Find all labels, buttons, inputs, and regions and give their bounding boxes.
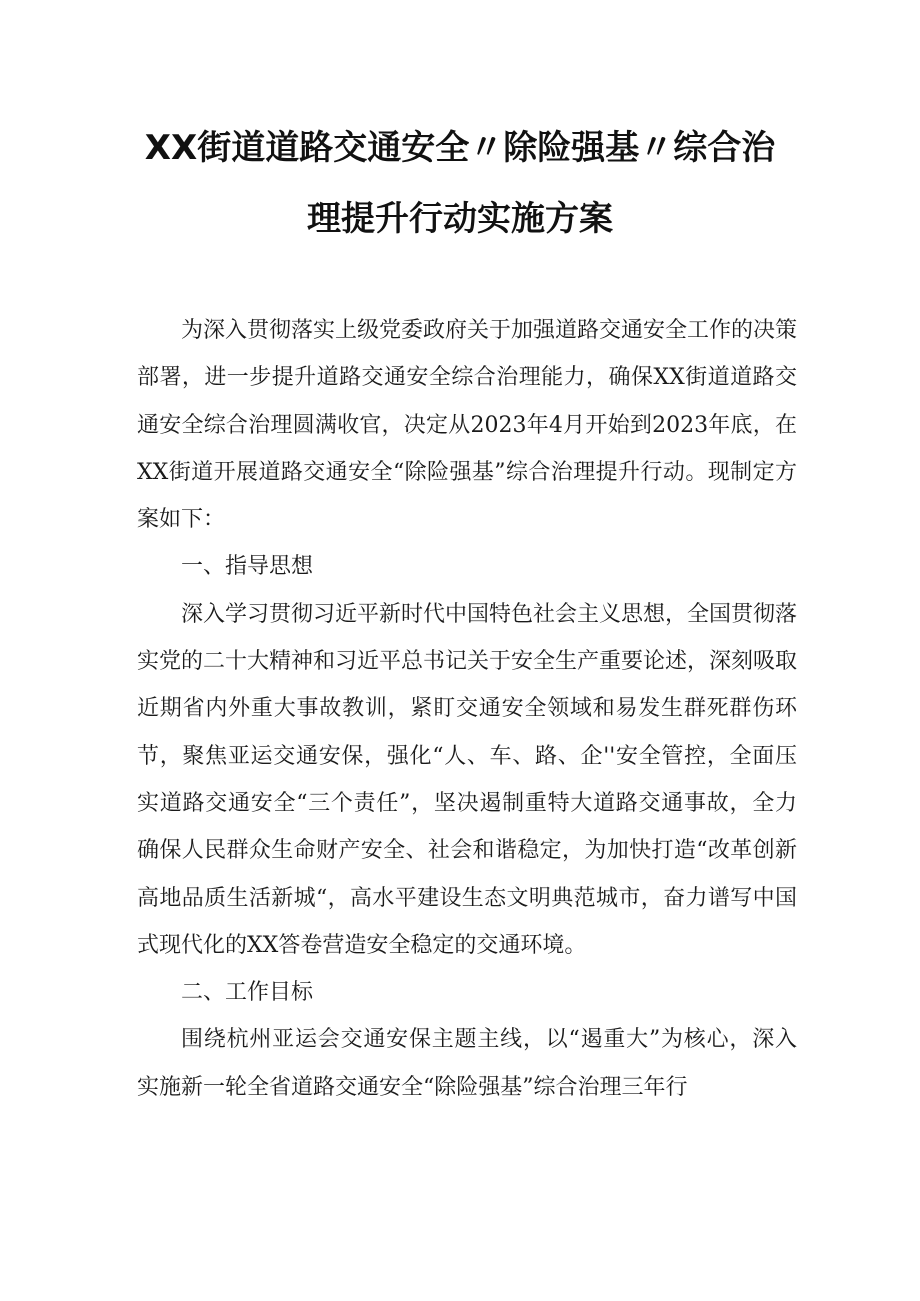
document-title-line-1: XX街道道路交通安全〃除险强基〃综合治 <box>144 128 776 168</box>
section-heading-guiding-ideology: 一、指导思想 <box>181 554 314 580</box>
document-body <box>137 307 797 1111</box>
intro-paragraph: 为深入贯彻落实上级党委政府关于加强道路交通安全工作的决策部署，进一步提升道路交通安全综合治理能力，确保XX街道道路交通安全综合治理圆满收官，决定从2023年4月开始到2023年底，在XX街道开展道路交通安全“除险强基”综合治理提升行动。现制定方案如下： <box>137 318 798 533</box>
document-title-line-2: 理提升行动实施方案 <box>307 199 613 239</box>
guiding-ideology-paragraph: 深入学习贯彻习近平新时代中国特色社会主义思想，全国贯彻落实党的二十大精神和习近平总书记关于安全生产重要论述，深刻吸取近期省内外重大事故教训，紧盯交通安全领域和易发生群死群伤环节，聚焦亚运交通安保，强化“人、车、路、企''安全管控，全面压实道路交通安全“三个责任”，坚决遏制重特大道路交通事故，全力确保人民群众生命财产安全、社会和谐稳定，为加快打造“改革创新高地品质生活新城“，高水平建设生态文明典范城市，奋力谱写中国式现代化的XX答卷营造安全稳定的交通环境。 <box>137 601 798 958</box>
work-goals-paragraph: 围绕杭州亚运会交通安保主题主线，以“遏重大”为核心，深入实施新一轮全省道路交通安全“除险强基”综合治理三年行 <box>137 1027 797 1100</box>
section-heading-work-goals: 二、工作目标 <box>181 980 314 1006</box>
